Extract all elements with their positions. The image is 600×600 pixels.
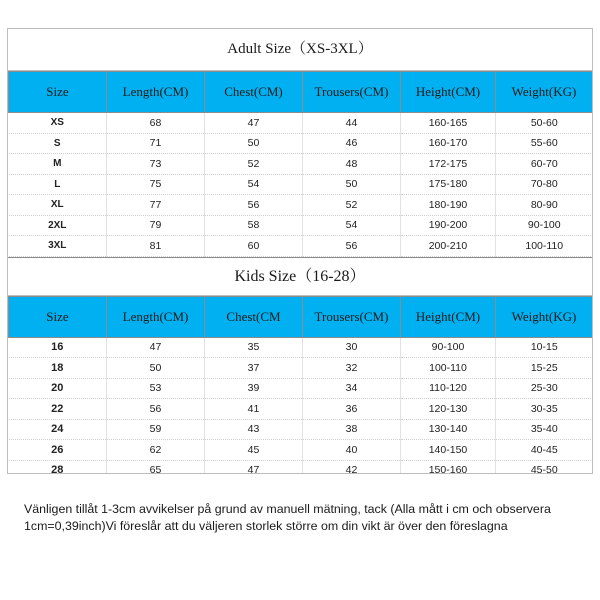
size-cell: 24	[9, 419, 107, 440]
weight-cell: 80-90	[496, 195, 593, 216]
kids-header-row	[9, 296, 593, 337]
weight-cell: 40-45	[496, 440, 593, 461]
length-cell: 73	[107, 154, 205, 175]
length-cell: 75	[107, 174, 205, 195]
size-cell: 18	[9, 358, 107, 379]
length-cell: 53	[107, 378, 205, 399]
weight-cell: 90-100	[496, 215, 593, 236]
trousers-cell: 54	[303, 215, 401, 236]
size-cell: 3XL	[9, 236, 107, 257]
chest-cell: 56	[205, 195, 303, 216]
table-row	[9, 399, 593, 420]
chest-cell: 35	[205, 337, 303, 358]
length-cell: 59	[107, 419, 205, 440]
table-row	[9, 419, 593, 440]
column-header-chest: Chest(CM	[205, 296, 303, 337]
column-header-weight: Weight(KG)	[496, 296, 593, 337]
size-cell: S	[9, 133, 107, 154]
size-cell: 26	[9, 440, 107, 461]
weight-cell: 35-40	[496, 419, 593, 440]
table-row	[9, 337, 593, 358]
adult-size-table	[8, 71, 593, 257]
column-header-height: Height(CM)	[401, 72, 496, 113]
trousers-cell: 42	[303, 460, 401, 474]
chest-cell: 54	[205, 174, 303, 195]
kids-size-table	[8, 296, 593, 475]
size-cell: 28	[9, 460, 107, 474]
weight-cell: 25-30	[496, 378, 593, 399]
height-cell: 175-180	[401, 174, 496, 195]
chest-cell: 47	[205, 113, 303, 134]
size-chart	[7, 28, 593, 474]
table-row	[9, 195, 593, 216]
chest-cell: 47	[205, 460, 303, 474]
height-cell: 150-160	[401, 460, 496, 474]
weight-cell: 45-50	[496, 460, 593, 474]
weight-cell: 10-15	[496, 337, 593, 358]
measurement-note: Vänligen tillåt 1-3cm avvikelser på grund av manuell mätning, tack (Alla mått i cm och observera 1cm=0,39inch)Vi föreslår att du väljeren storlek större om din vikt är över den föreslagna	[24, 502, 551, 533]
trousers-cell: 32	[303, 358, 401, 379]
table-row	[9, 440, 593, 461]
column-header-length: Length(CM)	[107, 296, 205, 337]
table-row	[9, 215, 593, 236]
height-cell: 120-130	[401, 399, 496, 420]
adult-header-row	[9, 72, 593, 113]
height-cell: 110-120	[401, 378, 496, 399]
height-cell: 190-200	[401, 215, 496, 236]
table-row	[9, 133, 593, 154]
column-header-size: Size	[9, 296, 107, 337]
chest-cell: 52	[205, 154, 303, 175]
trousers-cell: 40	[303, 440, 401, 461]
size-cell: XL	[9, 195, 107, 216]
trousers-cell: 46	[303, 133, 401, 154]
column-header-height: Height(CM)	[401, 296, 496, 337]
height-cell: 140-150	[401, 440, 496, 461]
length-cell: 79	[107, 215, 205, 236]
size-cell: 2XL	[9, 215, 107, 236]
length-cell: 50	[107, 358, 205, 379]
length-cell: 71	[107, 133, 205, 154]
trousers-cell: 52	[303, 195, 401, 216]
length-cell: 81	[107, 236, 205, 257]
length-cell: 47	[107, 337, 205, 358]
size-cell: XS	[9, 113, 107, 134]
column-header-size: Size	[9, 72, 107, 113]
table-row	[9, 174, 593, 195]
chest-cell: 50	[205, 133, 303, 154]
adult-size-title: Adult Size（XS-3XL）	[8, 29, 592, 71]
length-cell: 68	[107, 113, 205, 134]
size-cell: 22	[9, 399, 107, 420]
table-row	[9, 154, 593, 175]
weight-cell: 55-60	[496, 133, 593, 154]
table-row	[9, 236, 593, 257]
trousers-cell: 30	[303, 337, 401, 358]
size-cell: 20	[9, 378, 107, 399]
trousers-cell: 38	[303, 419, 401, 440]
column-header-trousers: Trousers(CM)	[303, 72, 401, 113]
trousers-cell: 56	[303, 236, 401, 257]
chest-cell: 39	[205, 378, 303, 399]
kids-size-title: Kids Size（16-28）	[8, 257, 592, 296]
table-row	[9, 113, 593, 134]
length-cell: 65	[107, 460, 205, 474]
trousers-cell: 36	[303, 399, 401, 420]
column-header-weight: Weight(KG)	[496, 72, 593, 113]
chest-cell: 41	[205, 399, 303, 420]
trousers-cell: 50	[303, 174, 401, 195]
size-cell: M	[9, 154, 107, 175]
height-cell: 172-175	[401, 154, 496, 175]
table-row	[9, 378, 593, 399]
column-header-trousers: Trousers(CM)	[303, 296, 401, 337]
trousers-cell: 34	[303, 378, 401, 399]
size-cell: L	[9, 174, 107, 195]
length-cell: 77	[107, 195, 205, 216]
weight-cell: 30-35	[496, 399, 593, 420]
chest-cell: 60	[205, 236, 303, 257]
weight-cell: 15-25	[496, 358, 593, 379]
weight-cell: 50-60	[496, 113, 593, 134]
chest-cell: 37	[205, 358, 303, 379]
trousers-cell: 44	[303, 113, 401, 134]
size-cell: 16	[9, 337, 107, 358]
height-cell: 180-190	[401, 195, 496, 216]
column-header-chest: Chest(CM)	[205, 72, 303, 113]
chest-cell: 43	[205, 419, 303, 440]
height-cell: 100-110	[401, 358, 496, 379]
table-row	[9, 358, 593, 379]
length-cell: 62	[107, 440, 205, 461]
height-cell: 160-165	[401, 113, 496, 134]
weight-cell: 70-80	[496, 174, 593, 195]
column-header-length: Length(CM)	[107, 72, 205, 113]
length-cell: 56	[107, 399, 205, 420]
height-cell: 160-170	[401, 133, 496, 154]
height-cell: 200-210	[401, 236, 496, 257]
height-cell: 90-100	[401, 337, 496, 358]
chest-cell: 58	[205, 215, 303, 236]
trousers-cell: 48	[303, 154, 401, 175]
weight-cell: 60-70	[496, 154, 593, 175]
table-row	[9, 460, 593, 474]
weight-cell: 100-110	[496, 236, 593, 257]
height-cell: 130-140	[401, 419, 496, 440]
chest-cell: 45	[205, 440, 303, 461]
